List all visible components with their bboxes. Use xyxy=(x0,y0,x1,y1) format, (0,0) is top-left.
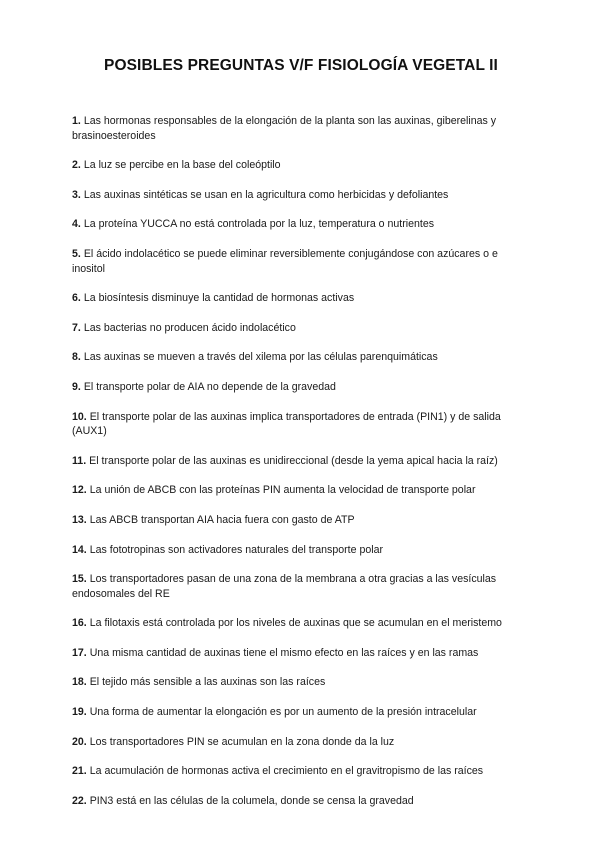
question-number: 2. xyxy=(72,159,81,172)
question-number: 5. xyxy=(72,247,81,260)
question-item xyxy=(72,158,530,173)
question-number: 13. xyxy=(72,513,87,526)
question-text: La proteína YUCCA no está controlada por la luz, temperatura o nutrientes xyxy=(83,218,435,231)
question-item xyxy=(72,543,530,558)
question-item xyxy=(72,188,530,203)
question-number: 15. xyxy=(72,573,87,586)
question-text: El transporte polar de las auxinas implica transportadores de entrada (PIN1) y de salida (AUX1) xyxy=(72,410,501,438)
question-number: 1. xyxy=(72,115,81,127)
question-text: Las fototropinas son activadores naturales del transporte polar xyxy=(89,543,384,556)
question-text: El ácido indolacético se puede eliminar reversiblemente conjugándose con azúcares o e inositol xyxy=(72,247,498,275)
question-item xyxy=(72,410,530,439)
question-text: El tejido más sensible a las auxinas son las raíces xyxy=(89,676,326,689)
question-item xyxy=(72,616,530,631)
question-text: La biosíntesis disminuye la cantidad de hormonas activas xyxy=(83,292,355,305)
question-number: 7. xyxy=(72,321,81,334)
question-number: 8. xyxy=(72,351,81,364)
question-text: Las ABCB transportan AIA hacia fuera con gasto de ATP xyxy=(89,513,355,526)
question-number: 19. xyxy=(72,706,87,719)
question-text: El transporte polar de AIA no depende de la gravedad xyxy=(83,380,336,393)
question-text: Una forma de aumentar la elongación es por un aumento de la presión intracelular xyxy=(89,706,477,719)
question-list xyxy=(72,114,530,808)
question-item xyxy=(72,483,530,498)
question-item xyxy=(72,735,530,750)
question-item xyxy=(72,247,530,276)
question-text: El transporte polar de las auxinas es unidireccional (desde la yema apical hacia la raíz) xyxy=(89,454,498,467)
question-item xyxy=(72,572,530,601)
question-number: 20. xyxy=(72,735,87,748)
question-number: 16. xyxy=(72,617,87,630)
question-number: 22. xyxy=(72,794,87,807)
question-text: Las auxinas sintéticas se usan en la agricultura como herbicidas y defoliantes xyxy=(83,188,449,201)
question-text: La luz se percibe en la base del coleóptilo xyxy=(83,159,281,172)
question-text: Las hormonas responsables de la elongación de la planta son las auxinas, giberelinas y brasinoesteroides xyxy=(72,115,497,142)
question-text: La unión de ABCB con las proteínas PIN aumenta la velocidad de transporte polar xyxy=(89,484,476,497)
question-number: 18. xyxy=(72,676,87,689)
question-number: 17. xyxy=(72,646,87,659)
question-item xyxy=(72,454,530,469)
question-number: 6. xyxy=(72,292,81,305)
question-item xyxy=(72,350,530,365)
question-item xyxy=(72,513,530,528)
question-item xyxy=(72,217,530,232)
question-number: 3. xyxy=(72,188,81,201)
question-number: 14. xyxy=(72,543,87,556)
question-text: Una misma cantidad de auxinas tiene el mismo efecto en las raíces y en las ramas xyxy=(89,646,479,659)
question-text: Los transportadores pasan de una zona de la membrana a otra gracias a las vesículas endosomales del RE xyxy=(72,573,497,600)
question-number: 9. xyxy=(72,380,81,393)
page-title: POSIBLES PREGUNTAS V/F FISIOLOGÍA VEGETAL II xyxy=(104,57,498,74)
question-item xyxy=(72,675,530,690)
question-item xyxy=(72,291,530,306)
question-item xyxy=(72,764,530,779)
question-text: Las bacterias no producen ácido indolacético xyxy=(83,321,296,334)
question-number: 4. xyxy=(72,218,81,231)
question-text: La acumulación de hormonas activa el crecimiento en el gravitropismo de las raíces xyxy=(89,765,484,778)
question-number: 11. xyxy=(72,454,87,467)
question-item xyxy=(72,794,530,809)
question-text: Las auxinas se mueven a través del xilema por las células parenquimáticas xyxy=(83,351,438,364)
question-text: PIN3 está en las células de la columela, donde se censa la gravedad xyxy=(89,794,414,807)
question-item xyxy=(72,646,530,661)
question-item xyxy=(72,380,530,395)
question-item xyxy=(72,321,530,336)
question-text: La filotaxis está controlada por los niveles de auxinas que se acumulan en el meristemo xyxy=(89,617,502,630)
question-number: 10. xyxy=(72,410,87,423)
question-number: 12. xyxy=(72,484,87,497)
question-item xyxy=(72,705,530,720)
question-number: 21. xyxy=(72,765,87,778)
question-item xyxy=(72,114,530,143)
question-text: Los transportadores PIN se acumulan en la zona donde da la luz xyxy=(89,735,395,748)
